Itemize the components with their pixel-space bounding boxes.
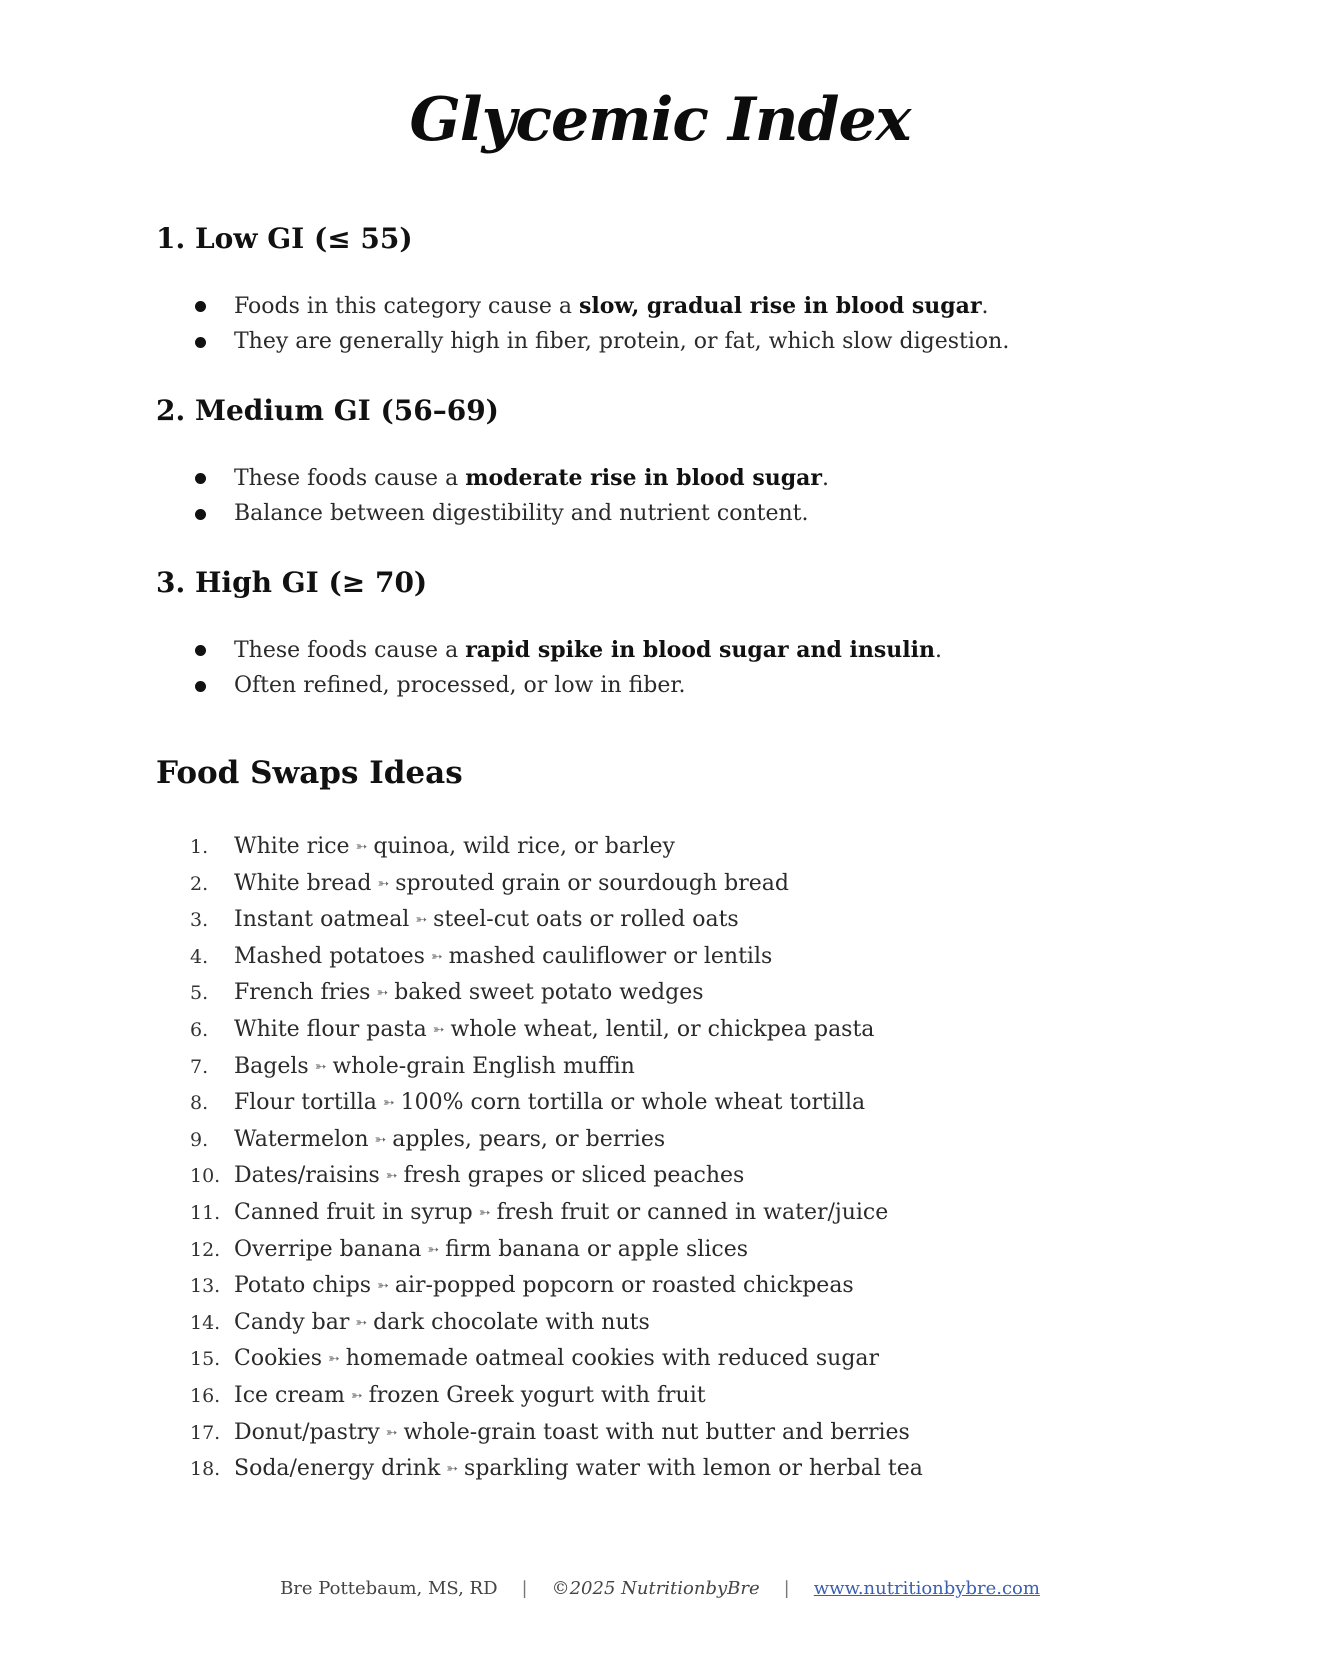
swap-from-food: Instant oatmeal [234,907,410,933]
swap-to-food: air-popped popcorn or roasted chickpeas [394,1273,854,1299]
bullet-bold-text: moderate rise in blood sugar [465,465,822,491]
swap-to-food: quinoa, wild rice, or barley [373,834,675,859]
swap-item-text [234,1012,874,1049]
arrow-right-icon: ➳ [382,1095,395,1112]
swap-from-food: Cookies [234,1346,322,1372]
swap-from-food: Potato chips [234,1273,372,1299]
page-title: Glycemic Index [409,85,911,155]
section-heading-high-gi: 3. High GI (≥ 70) [156,566,428,599]
bullet-bold-text: rapid spike in blood sugar and insulin [465,637,935,663]
swap-from-food: Candy bar [234,1309,350,1335]
swap-item-text [234,1049,635,1086]
bullet-text: They are generally high in fiber, protein, or fat, which slow digestion. [234,329,1010,354]
swap-from-food: Bagels [234,1053,309,1079]
list-number: 2. [190,872,209,895]
list-item [0,1195,1320,1232]
arrow-right-icon: ➳ [415,912,428,929]
list-number: 15. [190,1348,221,1371]
list-number: 6. [190,1018,209,1041]
high-gi-bullet-list [0,632,1320,704]
swap-from-food: White bread [234,870,372,896]
footer-author: Bre Pottebaum, MS, RD [280,1578,498,1599]
swap-from-food: Overripe banana [234,1236,422,1262]
swap-item-text [234,1341,879,1378]
bullet-dot-icon [195,301,206,312]
list-number: 14. [190,1311,221,1334]
bullet-text: These foods cause a [234,638,466,663]
list-number: 10. [190,1165,221,1188]
arrow-right-icon: ➳ [314,1058,327,1075]
list-item [0,1049,1320,1086]
list-item [0,1085,1320,1122]
list-number: 11. [190,1201,221,1224]
swap-to-food: sprouted grain or sourdough bread [395,870,789,896]
medium-gi-bullet-list [0,460,1320,532]
swap-item-text [234,939,772,976]
swap-from-food: White rice [234,834,350,859]
swap-from-food: Dates/raisins [234,1163,380,1189]
arrow-right-icon: ➳ [478,1204,491,1221]
list-number: 8. [190,1092,209,1115]
list-item [0,975,1320,1012]
swap-from-food: Soda/energy drink [234,1456,441,1482]
list-item [0,288,1320,324]
swap-item-text [234,1158,744,1195]
footer-separator: | [521,1578,528,1599]
arrow-right-icon: ➳ [376,985,389,1002]
swap-to-food: 100% corn tortilla or whole wheat tortilla [400,1090,866,1116]
section-heading-medium-gi: 2. Medium GI (56–69) [156,394,499,427]
swap-to-food: fresh grapes or sliced peaches [403,1163,745,1189]
arrow-right-icon: ➳ [446,1461,459,1478]
list-item [0,1451,1320,1488]
arrow-right-icon: ➳ [377,1278,389,1295]
list-item [0,1122,1320,1159]
arrow-right-icon: ➳ [374,1131,387,1148]
section-heading-low-gi: 1. Low GI (≤ 55) [156,222,413,255]
swap-to-food: whole wheat, lentil, or chickpea pasta [450,1016,875,1042]
list-number: 17. [190,1421,221,1444]
list-item [0,902,1320,939]
list-item [0,939,1320,976]
arrow-right-icon: ➳ [427,1241,440,1258]
swap-to-food: baked sweet potato wedges [394,980,704,1006]
swap-from-food: Ice cream [234,1382,345,1408]
bullet-text: Often refined, processed, or low in fiber. [234,673,686,698]
arrow-right-icon: ➳ [385,1168,398,1185]
swap-to-food: dark chocolate with nuts [373,1309,650,1335]
bullet-dot-icon [195,337,206,348]
bullet-text: Balance between digestibility and nutrient content. [234,501,809,526]
arrow-right-icon: ➳ [432,1021,445,1038]
swap-to-food: whole-grain English muffin [332,1053,635,1079]
footer-separator: | [783,1578,790,1599]
bullet-text-end: . [935,638,942,663]
bullet-bold-text: slow, gradual rise in blood sugar [579,293,982,319]
swap-item-text [234,1268,854,1305]
page-footer [0,1578,1320,1599]
arrow-right-icon: ➳ [355,1314,368,1331]
swap-to-food: steel-cut oats or rolled oats [433,907,739,933]
bullet-dot-icon [195,509,206,520]
list-item [0,324,1320,360]
list-item [0,496,1320,532]
swap-item-text [234,1195,888,1232]
swap-item-text [234,829,675,866]
swap-to-food: homemade oatmeal cookies with reduced sugar [345,1346,880,1372]
list-item [0,866,1320,903]
list-number: 9. [190,1128,209,1151]
food-swaps-heading: Food Swaps Ideas [156,755,463,791]
swap-to-food: whole-grain toast with nut butter and berries [403,1419,910,1445]
list-number: 3. [190,909,209,932]
list-number: 1. [190,836,209,858]
swap-to-food: fresh fruit or canned in water/juice [496,1199,889,1225]
list-item [0,1268,1320,1305]
list-item [0,668,1320,704]
list-item [0,829,1320,866]
list-item [0,460,1320,496]
swap-item-text [234,1451,923,1488]
list-item [0,1378,1320,1415]
swap-item-text [234,902,739,939]
bullet-dot-icon [195,645,206,656]
list-item [0,1341,1320,1378]
swap-from-food: Flour tortilla [234,1090,377,1116]
bullet-text-end: . [981,294,989,319]
swap-to-food: frozen Greek yogurt with fruit [368,1382,706,1408]
footer-website-link[interactable]: www.nutritionbybre.com [813,1578,1040,1599]
low-gi-bullet-list [0,288,1320,360]
swap-item-text [234,1122,665,1159]
swap-from-food: Watermelon [234,1126,369,1152]
list-number: 5. [190,982,209,1005]
swap-item-text [234,1232,748,1269]
arrow-right-icon: ➳ [377,875,390,892]
list-number: 16. [190,1384,221,1407]
swap-to-food: sparkling water with lemon or herbal tea [464,1456,923,1482]
swap-item-text [234,1305,650,1342]
swap-from-food: Mashed potatoes [234,943,425,969]
arrow-right-icon: ➳ [430,948,443,965]
swap-to-food: firm banana or apple slices [445,1236,749,1262]
arrow-right-icon: ➳ [328,1351,340,1368]
bullet-text: These foods cause a [234,466,466,491]
arrow-right-icon: ➳ [350,1387,363,1404]
list-item [0,1415,1320,1452]
food-swaps-list [0,829,1320,1488]
list-number: 7. [190,1055,209,1078]
bullet-dot-icon [195,681,206,692]
list-item [0,1305,1320,1342]
swap-to-food: apples, pears, or berries [392,1126,666,1152]
arrow-right-icon: ➳ [355,839,368,855]
bullet-text: Foods in this category cause a [234,294,580,319]
footer-copyright: ©2025 NutritionbyBre [551,1578,760,1599]
swap-from-food: Canned fruit in syrup [234,1199,473,1225]
list-item [0,632,1320,668]
arrow-right-icon: ➳ [385,1424,398,1441]
list-number: 18. [190,1458,221,1481]
swap-from-food: White flour pasta [234,1016,427,1042]
swap-item-text [234,1085,865,1122]
list-item [0,1232,1320,1269]
list-number: 13. [190,1275,221,1298]
bullet-text-end: . [821,466,829,491]
swap-from-food: French fries [234,980,371,1006]
list-number: 4. [190,945,209,968]
swap-to-food: mashed cauliflower or lentils [448,943,773,969]
list-item [0,1012,1320,1049]
swap-item-text [234,1415,910,1452]
list-item [0,1158,1320,1195]
list-number: 12. [190,1238,221,1261]
swap-from-food: Donut/pastry [234,1419,380,1445]
bullet-dot-icon [195,473,206,484]
swap-item-text [234,975,704,1012]
swap-item-text [234,1378,706,1415]
swap-item-text [234,866,789,903]
